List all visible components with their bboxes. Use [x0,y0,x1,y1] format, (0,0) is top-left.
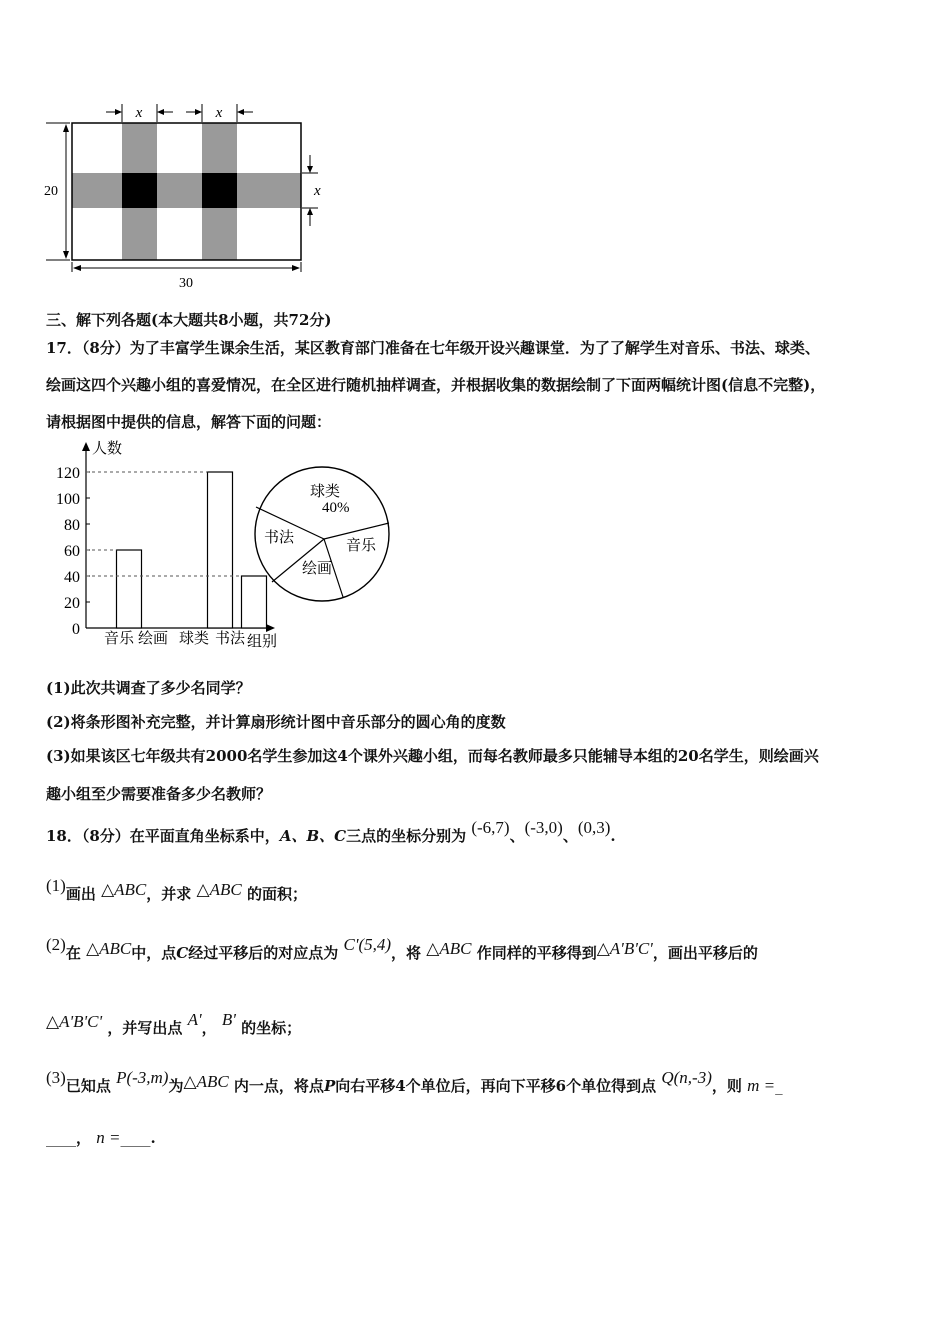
c-prime-coord: C'(5,4) [343,935,392,954]
a-prime: A' [187,1010,202,1029]
horizontal-strip [72,173,301,208]
q17-sub-3a: (3)如果该区七年级共有2000名学生参加这4个课外兴趣小组，而每名教师最多只能辅导本组的20名学生，则绘画兴 [46,747,819,765]
height-label: 20 [44,184,58,199]
y-tick-label: 60 [64,543,80,560]
triangle-prime-1: △A'B'C' [596,939,653,958]
section-heading: 三、解下列各题(本大题共8小题，共72分) [46,311,332,329]
q18-stem-mid: 三点的坐标分别为 [346,827,467,845]
q17-line-3: 请根据图中提供的信息，解答下面的问题： [46,413,332,431]
triangle-abc-5: △ABC [183,1072,229,1091]
triangle-abc-1: △ABC [101,880,147,899]
part2-text-e: 作同样的平移得到 [476,944,597,962]
part3-text-a: 已知点 [65,1077,111,1095]
part3-text-d: 向右平移4个单位后，再向下平移6个单位得到点 [335,1077,657,1095]
part1-text-b: ，并求 [146,885,192,903]
part2-text-c: 经过平移后的对应点为 [188,944,339,962]
point-c-letter: C [176,944,189,962]
b-prime: B' [221,1010,236,1029]
q18-stem-pre: 18．（8分）在平面直角坐标系中， [46,827,280,845]
pie-label-0: 球类 [310,482,341,500]
y-tick-label: 100 [56,491,80,508]
pie-annotation: 40% [322,500,350,516]
x-label-2: x [215,105,223,121]
part2-text-a: 在 [65,944,81,962]
q18-stem-end: . [610,827,616,845]
part3-end: . [150,1129,156,1147]
triangle-prime-2: △A'B'C' [46,1012,103,1031]
part3-text-c: 内一点，将点 [233,1077,324,1095]
q18-part-3-cont [46,1128,156,1148]
q17-sub-2: (2)将条形图补充完整，并计算扇形统计图中音乐部分的圆心角的度数 [46,713,506,731]
point-p-letter: P [323,1077,336,1095]
width-label: 30 [179,276,193,291]
q18-part-2-cont [46,1010,302,1038]
coord-b: (-3,0) [524,818,563,837]
part3-text-b: 为 [168,1077,184,1095]
q18-stem [46,818,616,846]
intersection-2 [202,173,237,208]
part2-text-d: ，将 [391,944,422,962]
x-axis-label: 组别 [247,632,278,648]
sep-1: 、 [509,827,525,845]
point-q-coord: Q(n,-3) [661,1068,712,1087]
x-tick-label: 音乐 [104,629,135,647]
n-equals: n = [96,1128,121,1147]
pie-label-1: 音乐 [346,536,377,554]
triangle-abc-4: △ABC [426,939,472,958]
pie-label-3: 书法 [264,528,295,546]
x-tick-label: 绘画 [138,629,169,647]
part1-text-c: 的面积； [246,885,307,903]
q18-part-2 [46,935,758,963]
x-tick-label: 书法 [215,629,246,647]
pie-label-2: 绘画 [302,559,333,577]
x-axis-arrow [266,624,275,632]
q18-part-3: (3)已知点 P(-3,m)为△ABC 内一点，将点P向右平移4个单位后，再向下平移6个单位得到点 Q(n,-3)，则 m =_ [46,1068,783,1095]
sep-2: 、 [562,827,578,845]
x-label-3: x [314,183,321,199]
q17-sub-1: (1)此次共调查了多少名同学？ [46,679,251,697]
bar-0 [117,550,142,628]
y-tick-label: 0 [72,621,80,638]
y-tick-label: 80 [64,517,80,534]
m-equals: m = [747,1076,776,1095]
part3-text-e: ，则 [711,1077,742,1095]
bar-2 [208,472,233,628]
x-tick-label: 球类 [179,629,210,647]
coord-a: (-6,7) [471,818,510,837]
q17-line-1: 17．（8分）为了丰富学生课余生活，某区教育部门准备在七年级开设兴趣课堂．为了了解学生对音乐、书法、球类、 [46,339,820,357]
pie-chart [250,462,400,607]
triangle-abc-2: △ABC [196,880,242,899]
blank-m: ____ [46,1129,76,1147]
y-tick-label: 40 [64,569,80,586]
x-label-1: x [135,105,143,121]
triangle-abc-3: △ABC [86,939,132,958]
part2-text-g: ，并写出点 [107,1019,183,1037]
q18-stem-points: A、B、C [279,827,347,845]
point-p-coord: P(-3,m) [116,1068,169,1087]
y-tick-label: 120 [56,465,80,482]
part2-number: (2) [46,935,66,954]
part2-text-b: 中，点 [131,944,177,962]
coord-c: (0,3) [577,818,611,837]
rectangle-figure [40,100,330,295]
q18-part-1 [46,876,307,904]
part2-text-f: ，画出平移后的 [652,944,758,962]
q17-line-2: 绘画这四个兴趣小组的喜爱情况，在全区进行随机抽样调查，并根据收集的数据绘制了下面两幅统计图(信息不完整)， [46,376,826,394]
y-axis-label: 人数 [92,439,123,457]
part2-comma: ， [201,1019,217,1037]
blank-n: ____ [120,1129,151,1147]
part1-number: (1) [46,876,66,895]
part3-comma: ， [76,1129,92,1147]
part1-text-a: 画出 [65,885,96,903]
part3-number: (3) [46,1068,66,1087]
q17-sub-3b: 趣小组至少需要准备多少名教师？ [46,785,272,803]
y-axis-arrow [82,442,90,451]
y-tick-label: 20 [64,595,80,612]
bar-chart [42,438,282,648]
part2-text-h: 的坐标； [241,1019,302,1037]
intersection-1 [122,173,157,208]
